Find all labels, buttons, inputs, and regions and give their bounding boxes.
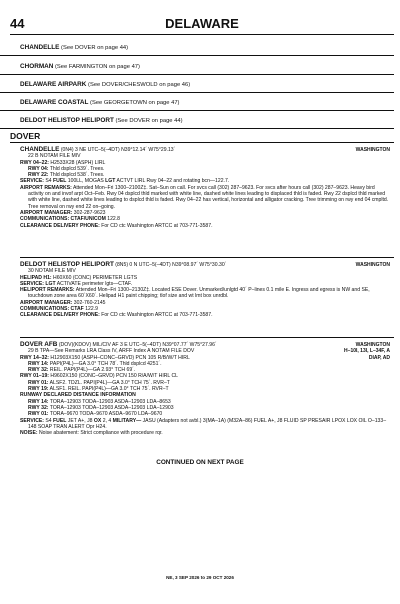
service-fuel: JET A+, J8 (67, 417, 93, 424)
xref-name: DELDOT HELISTOP HELIPORT (20, 117, 114, 124)
lgt-label: LGT (105, 178, 116, 185)
service-s: S4 (45, 417, 52, 424)
runway-end-label: RWY 01: (28, 411, 49, 418)
runway-end-info: ALSF2. TDZL. PAPI(P4L)—GA 3.0° TCH 75´. RVR–T (49, 379, 170, 386)
service-oxygen: 2, 4 (102, 417, 112, 424)
region-label: WASHINGTON (355, 262, 390, 268)
city-heading (10, 131, 394, 141)
diap-label: DIAP, AD (368, 354, 390, 361)
xref-delaware-airpark (20, 80, 394, 90)
manager-phone: 302-287-9623 (73, 209, 106, 216)
runway-end-info: REIL. PAPI(P4L)—GA 2.93° TCH 69´. (49, 367, 136, 374)
runway-info: H9602X150 (CONC–GRVD) PCN 150 R/A/W/T HIRL CL (50, 373, 178, 380)
comm-freq: 122.9 (85, 306, 98, 313)
divider (10, 142, 394, 143)
xref-deldot-helistop (20, 116, 394, 126)
helipad-label: HELIPAD H1: (20, 274, 52, 281)
lgt-label: LGT (45, 280, 56, 287)
xref-see: (See DOVER on page 44) (61, 45, 129, 51)
service-s: S4 (45, 178, 52, 185)
helipad-info: H60X60 (CONC) PERIMETER LGTS (53, 274, 138, 281)
airport-name: DOVER AFB (20, 341, 58, 348)
service-military: JASU (Adapters not avbl.) 3(MA–1A) (M32A–86) FUEL A+, J8 FLUID SP PRESAIR LPOX LOX OIL O–133–148 SOAP TRAN ALERT Opr H24. (28, 417, 387, 430)
service-label: SERVICE: (20, 417, 44, 424)
runway-end-label: RWY 32: (28, 404, 49, 411)
airport-name: CHANDELLE (20, 146, 60, 153)
remarks-text: Attended Mon–Fri 1300–2100Z‡. Sat–Sun on call. For svcs call (302) 287–9623. For svcs after hours call (302) 287–9623. Heavy bird activity on and invof arpt Oct–Feb. Rwy 04 dsplcd thld marked with white line, dashed white lines leading to displaced thld is faded. Rwy 22 dsplcd thld marked with white line, dashed white lines leading to dsplcd thld is faded. Rwy 04–22 has vertical, horizontal and alligator cracking. Tree trimming on rwy end 04 cmpltd. Tree removal on rwy end 22 on–going. (28, 184, 389, 210)
remarks-label: HELIPORT REMARKS: (20, 287, 75, 294)
runway-end-label: RWY 32: (28, 367, 49, 374)
declared-distance-values: TORA–9670 TODA–9670 ASDA–9670 LDA–9670 (49, 411, 163, 418)
divider (0, 74, 394, 75)
xref-delaware-coastal (20, 98, 394, 108)
state-title: DELAWARE (165, 16, 239, 31)
runway-label: RWY 04–22: (20, 159, 49, 166)
manager-label: AIRPORT MANAGER: (20, 209, 73, 216)
xref-name: DELAWARE COASTAL (20, 99, 89, 106)
runway-label: RWY 01–19: (20, 373, 49, 380)
clearance-text: For CD ctc Washington ARTCC at 703-771-3587. (101, 312, 213, 319)
runway-end-label: RWY 14: (28, 360, 49, 367)
runway-end-label: RWY 19: (28, 386, 49, 393)
divider (20, 337, 394, 338)
xref-name: CHORMAN (20, 63, 54, 70)
divider (0, 92, 394, 93)
divider (0, 128, 394, 129)
comm-freq: 122.8 (107, 216, 120, 223)
airport-entry-deldot (20, 262, 390, 319)
oxygen-label: OX (93, 417, 102, 424)
service-fuel: 100LL, MOGAS (67, 178, 104, 185)
remarks-text: Attended Mon–Fri 1300–2130Z‡. Located ESE Dover. Unmarked/unlgtd 40´ P–lines 0.1 mile E. Ingress and egress is NW and SE, touchdown zone area 60´X60´. Helipad H1 paint chipping; tlof size and wt lmt box unrdbl. (28, 287, 370, 300)
runway-label: RWY 14–32: (20, 354, 49, 361)
runway-end-info: Thld dsplcd 538´. Trees. (49, 172, 105, 179)
divider (20, 257, 394, 258)
runway-end-label: RWY 14: (28, 398, 49, 405)
airport-name: DELDOT HELISTOP HELIPORT (20, 261, 114, 268)
city-name: DOVER (10, 131, 41, 141)
airport-location-line: (0N4) 3 NE UTC–5(–4DT) N39°12.14´ W75°29.13´ (60, 147, 176, 153)
lighting-info: ACTIVATE perimeter lgts—CTAF. (56, 280, 133, 287)
military-label: MILITARY— (112, 417, 142, 424)
runway-end-info: PAPI(P4L)—GA 3.0° TCH 78´. Thld dsplcd 4251´. (49, 360, 162, 367)
xref-chandelle (20, 43, 394, 53)
airport-info-line: 22 B NOTAM FILE MIV (28, 153, 81, 160)
region-label: WASHINGTON (355, 147, 390, 153)
manager-label: AIRPORT MANAGER: (20, 299, 73, 306)
xref-see: (See DOVER on page 44) (115, 118, 183, 124)
comm-label: COMMUNICATIONS: CTAF (20, 306, 84, 313)
xref-see: (See GEORGETOWN on page 47) (90, 100, 180, 106)
continued-notice: CONTINUED ON NEXT PAGE (156, 459, 244, 466)
clearance-label: CLEARANCE DELIVERY PHONE: (20, 222, 100, 229)
xref-see: (See DOVER/CHESWOLD on page 46) (88, 82, 191, 88)
divider (0, 55, 394, 56)
xref-chorman (20, 62, 394, 72)
clearance-label: CLEARANCE DELIVERY PHONE: (20, 312, 100, 319)
runway-end-info: Thld dsplcd 539´. Trees. (49, 165, 105, 172)
region-label: WASHINGTON (355, 342, 390, 348)
manager-phone: 302-760-2145 (73, 299, 106, 306)
xref-see: (See FARMINGTON on page 47) (55, 64, 140, 70)
runway-end-label: RWY 04: (28, 165, 49, 172)
runway-info: H2533X28 (ASPH) LIRL (50, 159, 106, 166)
fuel-label: FUEL (53, 417, 67, 424)
service-label: SERVICE: (20, 178, 44, 185)
remarks-label: AIRPORT REMARKS: (20, 184, 72, 191)
clearance-text: For CD ctc Washington ARTCC at 703-771-3587. (101, 222, 213, 229)
declared-distance-values: TORA–12903 TODA–12903 ASDA–12903 LDA–12903 (49, 404, 174, 411)
lighting-info: ACTVT LIRL Rwy 04–22 and rotating bcn—122.7. (116, 178, 230, 185)
page-number: 44 (10, 16, 25, 31)
service-label: SERVICE: (20, 280, 44, 287)
xref-name: DELAWARE AIRPARK (20, 81, 87, 88)
airport-info-line: 29 B TPA—See Remarks LRA Class IV, ARFF Index A NOTAM FILE DOV (28, 348, 195, 355)
fuel-label: FUEL (53, 178, 67, 185)
declared-distance-heading: RUNWAY DECLARED DISTANCE INFORMATION (20, 392, 136, 399)
runway-info: H12903X150 (ASPH–CONC–GRVD) PCN 105 R/B/W/T HIRL (50, 354, 190, 361)
runway-end-label: RWY 01: (28, 379, 49, 386)
airport-location-line: (DOV)(KDOV) MIL/CIV AF 3 E UTC–5(–4DT) N39°07.77´ W75°27.96´ (58, 342, 217, 348)
declared-distance-values: TORA–12903 TODA–12903 ASDA–12903 LDA–8653 (49, 398, 171, 405)
divider (0, 110, 394, 111)
comm-label: COMMUNICATIONS: CTAF/UNICOM (20, 216, 106, 223)
airport-entry-chandelle (20, 147, 390, 229)
airport-entry-dover-afb (20, 342, 390, 436)
runway-end-info: ALSF1. REIL. PAPI(P4L)—GA 3.0° TCH 75´. RVR–T (49, 386, 169, 393)
runway-end-label: RWY 22: (28, 172, 49, 179)
header-rule (10, 34, 394, 35)
airport-info-line: 30 NOTAM FILE MIV (28, 268, 76, 275)
noise-label: NOISE: (20, 430, 38, 437)
noise-text: Noise abatement: Strict compliance with procedure rqr. (38, 430, 163, 437)
page-header (10, 16, 394, 36)
xref-name: CHANDELLE (20, 44, 60, 51)
footer-effective-dates: NE, 3 SEP 2026 to 29 OCT 2026 (166, 575, 234, 580)
airport-location-line: (8N5) 0 N UTC–5(–4DT) N39°08.97´ W75°30.30´ (115, 262, 227, 268)
chart-label: H–10I, 13I, L–34F, A (344, 348, 390, 355)
